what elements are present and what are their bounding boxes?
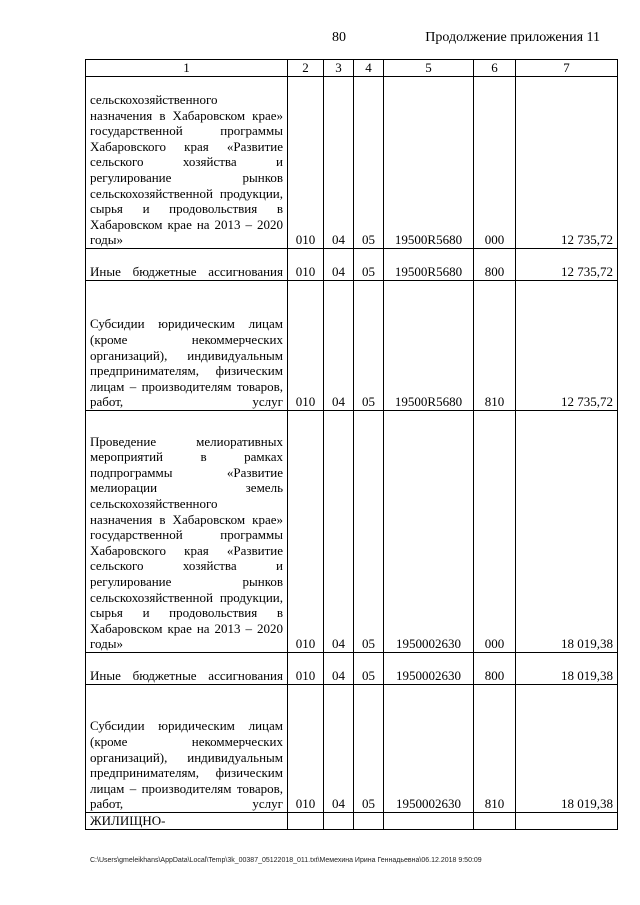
- table-row: [86, 411, 618, 653]
- cell-section: 04: [324, 653, 354, 685]
- cell-target: 1950002630: [384, 653, 474, 685]
- column-header: 3: [324, 60, 354, 77]
- cell-target: 19500R5680: [384, 77, 474, 249]
- column-header: 7: [516, 60, 618, 77]
- cell-subsection: 05: [354, 249, 384, 281]
- cell-type: 800: [474, 653, 516, 685]
- cell-subsection: 05: [354, 281, 384, 411]
- file-path-footer: C:\Users\gmeleikhans\AppData\Local\Temp\3k_00387_05122018_011.txt\Мемехина Ирина Геннадьевна\06.12.2018 9:50:09: [90, 857, 482, 864]
- page-number: 80: [332, 30, 346, 45]
- table-row: [86, 653, 618, 685]
- cell-code: 010: [288, 249, 324, 281]
- row-name: сельскохозяйственного назначения в Хабаровском крае» государственной программы Хабаровского края «Развитие сельского хозяйства и регулирование рынков сельскохозяйственной продукции, сырья и продовольствия в Хабаровском крае на 2013 – 2020 годы»: [86, 77, 288, 249]
- column-header: 4: [354, 60, 384, 77]
- cell-code: 010: [288, 281, 324, 411]
- table-row: [86, 685, 618, 813]
- cell-amount: 18 019,38: [516, 685, 618, 813]
- cell-amount: 12 735,72: [516, 281, 618, 411]
- table-header-row: [86, 60, 618, 77]
- cell-target: [384, 813, 474, 830]
- cell-subsection: 05: [354, 685, 384, 813]
- cell-amount: 12 735,72: [516, 249, 618, 281]
- cell-target: 1950002630: [384, 685, 474, 813]
- column-header: 5: [384, 60, 474, 77]
- cell-target: 1950002630: [384, 411, 474, 653]
- cell-type: 800: [474, 249, 516, 281]
- budget-table: [85, 59, 618, 830]
- cell-subsection: 05: [354, 653, 384, 685]
- cell-section: 04: [324, 281, 354, 411]
- cell-type: 810: [474, 281, 516, 411]
- row-name: Иные бюджетные ассигнования: [86, 653, 288, 685]
- cell-code: 010: [288, 77, 324, 249]
- row-name: ЖИЛИЩНО-: [86, 813, 288, 830]
- cell-amount: [516, 813, 618, 830]
- cell-subsection: 05: [354, 411, 384, 653]
- cell-section: 04: [324, 411, 354, 653]
- cell-code: 010: [288, 685, 324, 813]
- table-row: [86, 249, 618, 281]
- continuation-label: Продолжение приложения 11: [425, 30, 600, 45]
- cell-code: 010: [288, 411, 324, 653]
- cell-section: 04: [324, 77, 354, 249]
- row-name: Проведение мелиоративных мероприятий в рамках подпрограммы «Развитие мелиорации земель сельскохозяйственного назначения в Хабаровском крае» государственной программы Хабаровского края «Развитие сельского хозяйства и регулирование рынков сельскохозяйственной продукции, сырья и продовольствия в Хабаровском крае на 2013 – 2020 годы»: [86, 411, 288, 653]
- row-name: Иные бюджетные ассигнования: [86, 249, 288, 281]
- cell-section: 04: [324, 685, 354, 813]
- cell-amount: 18 019,38: [516, 653, 618, 685]
- table-row: [86, 813, 618, 830]
- cell-section: 04: [324, 249, 354, 281]
- cell-type: 000: [474, 411, 516, 653]
- column-header: 6: [474, 60, 516, 77]
- cell-type: [474, 813, 516, 830]
- table-row: [86, 77, 618, 249]
- cell-type: 810: [474, 685, 516, 813]
- cell-section: [324, 813, 354, 830]
- cell-type: 000: [474, 77, 516, 249]
- cell-amount: 12 735,72: [516, 77, 618, 249]
- column-header: 2: [288, 60, 324, 77]
- column-header: 1: [86, 60, 288, 77]
- row-name: Субсидии юридическим лицам (кроме некоммерческих организаций), индивидуальным предпринимателям, физическим лицам – производителям товаров, работ, услуг: [86, 685, 288, 813]
- table-row: [86, 281, 618, 411]
- cell-code: 010: [288, 653, 324, 685]
- row-name: Субсидии юридическим лицам (кроме некоммерческих организаций), индивидуальным предпринимателям, физическим лицам – производителям товаров, работ, услуг: [86, 281, 288, 411]
- cell-amount: 18 019,38: [516, 411, 618, 653]
- cell-subsection: [354, 813, 384, 830]
- cell-code: [288, 813, 324, 830]
- cell-target: 19500R5680: [384, 281, 474, 411]
- cell-target: 19500R5680: [384, 249, 474, 281]
- cell-subsection: 05: [354, 77, 384, 249]
